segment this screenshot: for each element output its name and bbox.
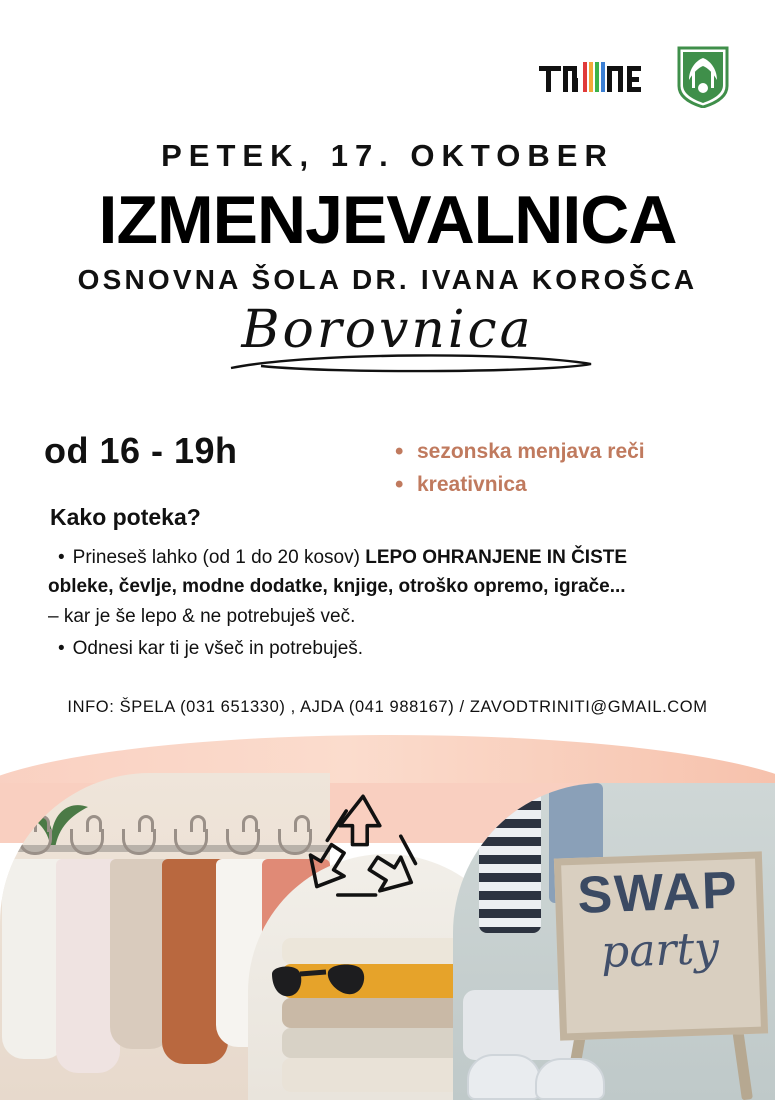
swap-sign-line2: party xyxy=(600,922,720,979)
step2-text: Odnesi kar ti je všeč in potrebuješ. xyxy=(72,637,364,659)
script-underline-icon xyxy=(221,350,601,376)
instruction-note: – kar je še lepo & ne potrebuješ več. xyxy=(48,606,356,628)
bullet-glyph: • xyxy=(58,637,65,659)
howto-heading: Kako poteka? xyxy=(50,504,201,530)
instruction-step-2 xyxy=(48,635,728,663)
logo-row xyxy=(539,46,729,108)
event-time: od 16 - 19h xyxy=(44,430,238,471)
instruction-step-1-cont: obleke, čevlje, modne dodatke, knjige, otroško opremo, igrače... xyxy=(48,575,626,597)
borovnica-coat-of-arms-icon xyxy=(677,46,729,108)
triniti-wordmark-icon xyxy=(539,60,641,94)
event-date: PETEK, 17. OKTOBER xyxy=(161,138,614,173)
contact-info: INFO: ŠPELA (031 651330) , AJDA (041 988167) / ZAVODTRINITI@GMAIL.COM xyxy=(67,698,708,716)
swap-sign-line1: SWAP xyxy=(576,861,740,925)
list-item: • kreativnica xyxy=(395,473,645,497)
swap-party-sign-photo xyxy=(453,783,775,1100)
venue-town-label: Borovnica xyxy=(241,300,534,360)
venue-school: OSNOVNA ŠOLA DR. IVANA KOROŠCA xyxy=(77,264,698,295)
sunglasses-icon xyxy=(268,962,376,1004)
step1-lead: Prineseš lahko (od 1 do 20 kosov) xyxy=(72,547,360,568)
sneaker xyxy=(467,1054,541,1100)
venue-town xyxy=(233,300,541,370)
instructions-block xyxy=(48,544,728,662)
instruction-step-1 xyxy=(48,544,728,572)
feature-list xyxy=(395,440,645,506)
swap-sign-text xyxy=(555,863,763,979)
list-item: • sezonska menjava reči xyxy=(395,440,645,464)
bullet-glyph: • xyxy=(58,547,65,568)
striped-garment xyxy=(479,783,541,933)
page-title: IZMENJEVALNICA xyxy=(98,182,677,258)
recycle-icon xyxy=(300,790,426,908)
sneaker xyxy=(535,1058,605,1100)
headline-block xyxy=(0,138,775,370)
step1-emphasis: LEPO OHRANJENE IN ČISTE xyxy=(365,547,628,568)
